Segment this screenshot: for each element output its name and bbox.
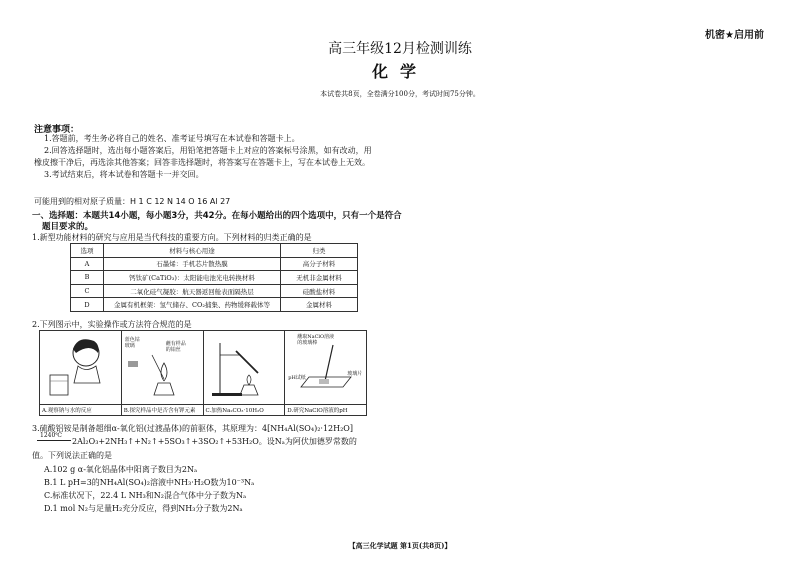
label-naclo-rod: 蘸取NaClO溶液 的玻璃棒 — [297, 334, 335, 346]
table-cell: 金属有机框架：氢气储存、CO₂捕集、药物缓释载体等 — [104, 298, 281, 312]
reaction-arrow — [37, 440, 71, 441]
table-cell: 金属材料 — [281, 298, 358, 312]
table-cell: B — [71, 271, 104, 285]
question-1-table — [70, 243, 358, 312]
notice-title: 注意事项： — [34, 125, 80, 135]
question-3-line3: 值。下列说法正确的是 — [32, 451, 112, 460]
figure-d-caption: D.研究NaClO溶液的pH — [285, 404, 366, 415]
label-sample-wire: 蘸有样品 的铂丝 — [165, 341, 186, 353]
confidential-mark: 机密★启用前 — [705, 30, 764, 41]
table-row — [71, 257, 358, 271]
heating-illustration — [206, 333, 282, 401]
notice-item: 2.回答选择题时，选出每小题答案后，用铅笔把答题卡上对应的答案标号涂黑，如有改动，用 — [44, 146, 372, 155]
notice-item: 橡皮擦干净后，再选涂其他答案；回答非选择题时，将答案写在答题卡上，写在本试卷上无效。 — [34, 158, 370, 167]
question-1-stem: 1.新型功能材料的研究与应用是当代科技的重要方向。下列材料的归类正确的是 — [32, 233, 312, 242]
question-3-option: A.102 g α-氧化铝晶体中阳离子数目为2Nₐ — [44, 465, 198, 474]
question-3-line2: 2Al₂O₃+2NH₃↑+N₂↑+5SO₃↑+3SO₂↑+53H₂O。设Nₐ为阿伏加德罗常数的 — [72, 437, 357, 446]
table-row — [71, 298, 358, 312]
table-cell: A — [71, 257, 104, 271]
table-header: 材料与核心用途 — [104, 244, 281, 258]
label-ph-paper: pH试纸 — [288, 375, 306, 381]
table-row — [71, 271, 358, 285]
reaction-condition: 1240℃ — [40, 432, 62, 439]
atomic-masses: 可能用到的相对原子质量：H 1 C 12 N 14 O 16 Al 27 — [34, 197, 231, 206]
table-cell: 二氧化硅气凝胶：航天器返回舱表面隔热层 — [104, 284, 281, 298]
section-heading-cont: 题目要求的。 — [42, 222, 94, 232]
table-cell: D — [71, 298, 104, 312]
table-cell: 无机非金属材料 — [281, 271, 358, 285]
notice-item: 1.答题前，考生务必将自己的姓名、准考证号填写在本试卷和答题卡上。 — [44, 134, 300, 143]
question-3-option: C.标准状况下，22.4 L NH₃和N₂混合气体中分子数为Nₐ — [44, 491, 247, 500]
question-2-figures — [39, 330, 367, 416]
question-2-stem: 2.下列图示中，实验操作或方法符合规范的是 — [32, 320, 192, 329]
figure-c — [204, 331, 286, 415]
table-cell: 石墨烯：手机芯片散热膜 — [104, 257, 281, 271]
table-row — [71, 284, 358, 298]
label-cobalt-glass: 蓝色钴 玻璃 — [124, 337, 140, 349]
page-footer: 【高三化学试题 第1页(共8页)】 — [348, 541, 452, 550]
question-3-line1: 3.硫酸铝铵是制备超细α-氧化铝(过渡晶体)的前驱体，其原理为：4[NH₄Al(SO₄)₂·12H₂O] — [32, 424, 353, 433]
label-glass-slide: 玻璃片 — [347, 371, 363, 377]
figure-b — [122, 331, 204, 415]
question-3-option: B.1 L pH=3的NH₄Al(SO₄)₂溶液中NH₃·H₂O数为10⁻³Nₐ — [44, 478, 255, 487]
question-3-option: D.1 mol N₂与足量H₂充分反应，得到NH₃分子数为2Nₐ — [44, 504, 243, 513]
table-cell: C — [71, 284, 104, 298]
figure-c-caption: C.加热Na₂CO₃·10H₂O — [204, 404, 285, 415]
table-cell: 高分子材料 — [281, 257, 358, 271]
figure-a — [40, 331, 122, 415]
table-header-row — [71, 244, 358, 258]
table-cell: 硅酸盐材料 — [281, 284, 358, 298]
table-header: 选项 — [71, 244, 104, 258]
section-heading: 一、选择题：本题共14小题，每小题3分，共42分。在每小题给出的四个选项中，只有一个是符合 — [32, 211, 402, 221]
sodium-water-illustration — [42, 333, 118, 401]
table-cell: 钙钛矿(CaTiO₃)：太阳能电池光电转换材料 — [104, 271, 281, 285]
table-header: 归类 — [281, 244, 358, 258]
notice-item: 3.考试结束后，将本试卷和答题卡一并交回。 — [44, 170, 204, 179]
exam-intro: 本试卷共8页，全卷满分100分，考试时间75分钟。 — [320, 90, 480, 98]
figure-a-caption: A.观察钠与水的反应 — [40, 404, 121, 415]
figure-d — [285, 331, 366, 415]
figure-b-caption: B.探究样品中是否含有钾元素 — [122, 404, 203, 415]
exam-title: 高三年级12月检测训练 — [328, 41, 472, 57]
subject-title: 化学 — [371, 62, 428, 81]
